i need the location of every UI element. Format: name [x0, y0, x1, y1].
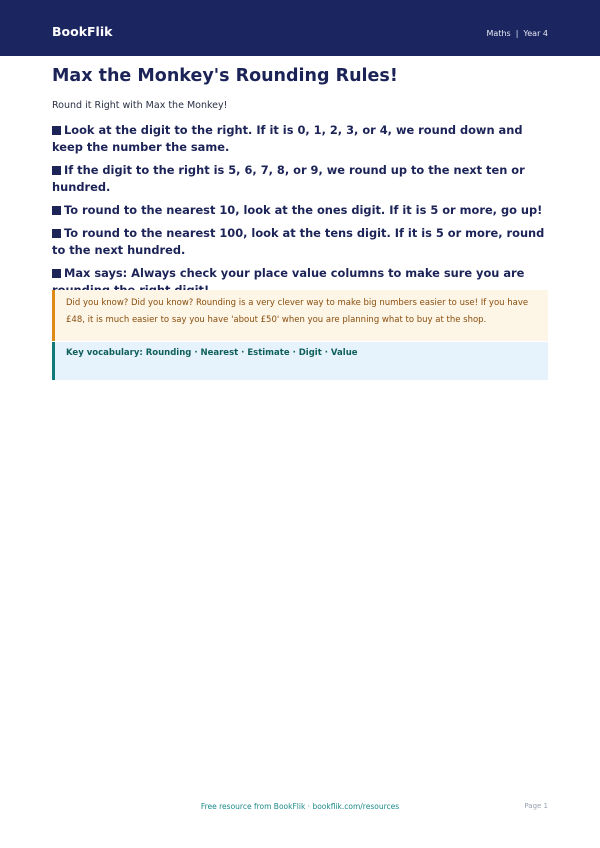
did-you-know-box [52, 290, 548, 341]
page-number: Page 1 [524, 802, 548, 810]
did-you-know-text: Did you know? Did you know? Rounding is a very clever way to make big numbers easier to use! If you have £48, it is much easier to say you have 'about £50' when you are planning what to buy at the shop. [66, 298, 529, 325]
square-bullet-icon [52, 206, 61, 215]
rules-list [52, 122, 548, 305]
square-bullet-icon [52, 229, 61, 238]
rule-item [52, 162, 548, 196]
key-vocabulary-text: Key vocabulary: Rounding · Nearest · Estimate · Digit · Value [66, 348, 358, 358]
meta-separator: | [515, 29, 519, 38]
page-subtitle: Round it Right with Max the Monkey! [52, 100, 228, 111]
rule-text: To round to the nearest 10, look at the ones digit. If it is 5 or more, go up! [64, 203, 543, 217]
subject-label: Maths [486, 29, 511, 38]
rule-item [52, 225, 548, 259]
header-meta [487, 29, 548, 38]
year-label: Year 4 [523, 29, 548, 38]
page-title: Max the Monkey's Rounding Rules! [52, 66, 398, 86]
square-bullet-icon [52, 166, 61, 175]
key-vocabulary-box [52, 342, 548, 380]
rule-item [52, 202, 548, 219]
rule-item [52, 122, 548, 156]
rule-text: Look at the digit to the right. If it is 0, 1, 2, 3, or 4, we round down and keep the number the same. [52, 123, 523, 154]
footer-credit[interactable]: Free resource from BookFlik · bookflik.com/resources [200, 802, 400, 811]
square-bullet-icon [52, 126, 61, 135]
brand-logo-text[interactable]: BookFlik [52, 24, 113, 39]
rule-text: To round to the nearest 100, look at the tens digit. If it is 5 or more, round to the next hundred. [52, 226, 545, 257]
rule-text: Max says: Always check your place value columns to make sure you are [64, 266, 525, 280]
rule-text: If the digit to the right is 5, 6, 7, 8, or 9, we round up to the next ten or hundred. [52, 163, 525, 194]
page-header [0, 0, 600, 56]
square-bullet-icon [52, 269, 61, 278]
